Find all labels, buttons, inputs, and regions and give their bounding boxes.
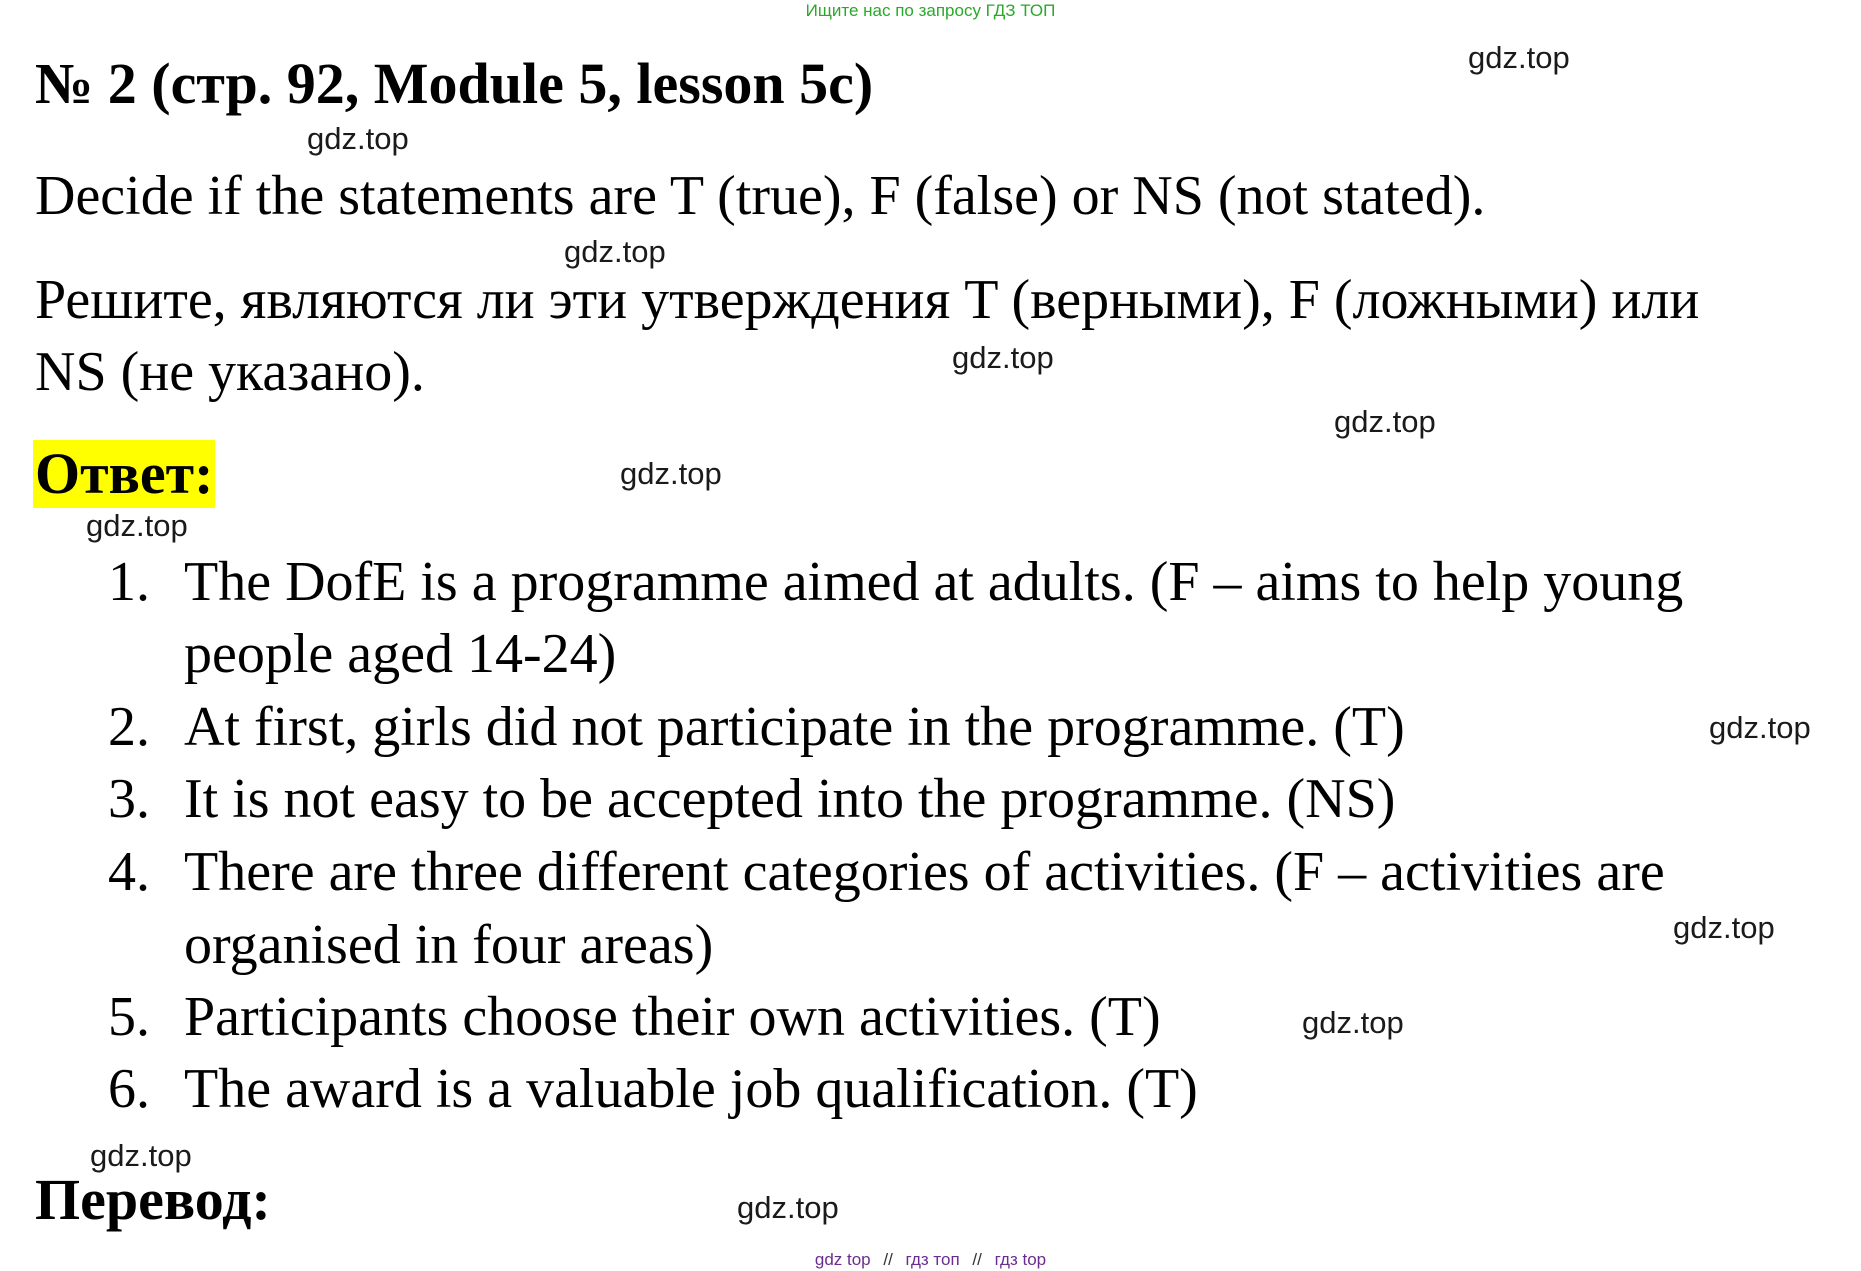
watermark: gdz.top	[564, 234, 666, 269]
answer-item-1-line-2: people aged 14-24)	[184, 623, 617, 685]
answer-label: Ответ:	[35, 441, 214, 506]
watermark: gdz.top	[86, 508, 188, 543]
answer-number: 4.	[108, 841, 150, 903]
watermark: gdz.top	[952, 340, 1054, 375]
bottom-separator: //	[883, 1250, 893, 1269]
answer-number: 3.	[108, 768, 150, 830]
answer-item-4-line-1: There are three different categories of activities. (F – activities are	[184, 841, 1665, 903]
answer-item-4-line-2: organised in four areas)	[184, 914, 714, 976]
bottom-links	[0, 1250, 1861, 1270]
page-title: № 2 (стр. 92, Module 5, lesson 5c)	[35, 51, 874, 116]
answer-item-2-line-1: At first, girls did not participate in the programme. (T)	[184, 696, 1405, 758]
answer-item-6-line-1: The award is a valuable job qualification. (T)	[184, 1058, 1198, 1120]
translation-label: Перевод:	[35, 1167, 271, 1232]
watermark: gdz.top	[1709, 710, 1811, 745]
bottom-link[interactable]: гдз top	[994, 1250, 1047, 1269]
answer-item-5-line-1: Participants choose their own activities. (T)	[184, 986, 1161, 1048]
instruction-english: Decide if the statements are T (true), F (false) or NS (not stated).	[35, 165, 1486, 227]
answer-number: 5.	[108, 986, 150, 1048]
watermark: gdz.top	[90, 1138, 192, 1173]
answer-number: 2.	[108, 696, 150, 758]
answer-item-3-line-1: It is not easy to be accepted into the programme. (NS)	[184, 768, 1396, 830]
instruction-russian-line-2: NS (не указано).	[35, 341, 425, 403]
bottom-link[interactable]: gdz top	[814, 1250, 871, 1269]
watermark: gdz.top	[1302, 1005, 1404, 1040]
watermark: gdz.top	[1673, 910, 1775, 945]
answer-number: 6.	[108, 1058, 150, 1120]
instruction-russian-line-1: Решите, являются ли эти утверждения T (верными), F (ложными) или	[35, 269, 1700, 331]
top-banner[interactable]: Ищите нас по запросу ГДЗ ТОП	[805, 1, 1056, 20]
bottom-link[interactable]: гдз топ	[905, 1250, 960, 1269]
watermark: gdz.top	[620, 456, 722, 491]
watermark: gdz.top	[307, 121, 409, 156]
watermark: gdz.top	[737, 1190, 839, 1225]
watermark: gdz.top	[1468, 40, 1570, 75]
bottom-separator: //	[972, 1250, 982, 1269]
answer-item-1-line-1: The DofE is a programme aimed at adults. (F – aims to help young	[184, 551, 1684, 613]
answer-number: 1.	[108, 551, 150, 613]
watermark: gdz.top	[1334, 404, 1436, 439]
